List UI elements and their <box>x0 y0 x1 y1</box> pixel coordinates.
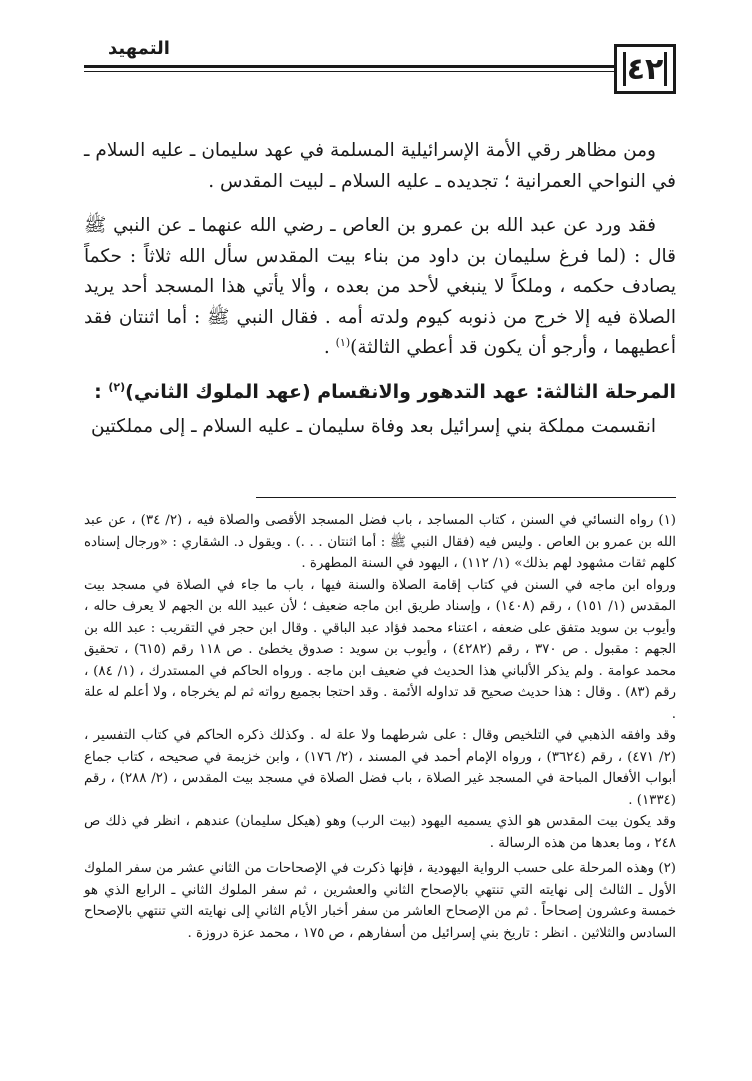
footnote-ref-2: (٢) <box>108 380 126 394</box>
footnote-ref-1: (١) <box>335 335 351 349</box>
hadith-text: فقد ورد عن عبد الله بن عمرو بن العاص ـ رضي الله عنهما ـ عن النبي ﷺ قال : (لما فرغ سليمان بن داود من بناء بيت المقدس سأل الله ثلاثاً : حكماً يصادف حكمه ، وملكاً لا ينبغي لأحد من بعده ، وألا يأتي هذا المسجد أحد يريد الصلاة فيه إلا خرج من ذنوبه كيوم ولدته أمه . فقال النبي ﷺ : أما اثنتان فقد أعطيهما ، وأرجو أن يكون قد أعطي الثالثة) <box>84 215 676 358</box>
footnote-1: (١) رواه النسائي في السنن ، كتاب المساجد ، باب فضل المسجد الأقصى والصلاة فيه ، (٢/ ٣٤) ، عن عبد الله بن عمرو بن العاص . وليس فيه (فقال النبي ﷺ : أما اثنتان . . .) . ويقول د. الشقاري : «ورجال إسناده كلهم ثقات مشهود لهم بذلك» (١/ ١١٢) ، اليهود في السنة المطهرة . <box>84 513 676 571</box>
body-paragraph: انقسمت مملكة بني إسرائيل بعد وفاة سليمان ـ عليه السلام ـ إلى مملكتين <box>90 415 656 437</box>
body-paragraph: ومن مظاهر رقي الأمة الإسرائيلية المسلمة في عهد سليمان ـ عليه السلام ـ في النواحي العمرانية ؛ تجديده ـ عليه السلام ـ لبيت المقدس . <box>84 140 676 192</box>
section-heading <box>84 376 676 408</box>
body-paragraph-hadith <box>84 211 676 364</box>
paragraph-end: . <box>323 337 336 358</box>
footnote-separator <box>256 497 676 498</box>
footnote-2: (٢) وهذه المرحلة على حسب الرواية اليهودية ، فإنها ذكرت في الإصحاحات من الثاني عشر من سفر الملوك الأول ـ الثالث إلى نهايته التي تنتهي بالإصحاح الثاني والعشرين ، ثم سفر الملوك الثاني ـ الرابع الذي هو خمسة وعشرون إصحاحاً . ثم من الإصحاح العاشر من سفر أخبار الأيام الثاني إلى نهايته التي تنتهي بالإصحاح السادس والثلاثين . انظر : تاريخ بني إسرائيل من أسفارهم ، ص ١٧٥ ، محمد عزة دروزة . <box>84 861 676 941</box>
header-rule <box>84 65 614 68</box>
section-heading-text: المرحلة الثالثة: عهد التدهور والانقسام (عهد الملوك الثاني) <box>125 380 676 403</box>
header-rule-thin <box>84 71 614 72</box>
page-number: ٤٢ <box>626 51 664 87</box>
footnote-1-continued: ورواه ابن ماجه في السنن في كتاب إقامة الصلاة والسنة فيها ، باب ما جاء في الصلاة في مسجد بيت المقدس (١/ ١٥١) ، رقم (١٤٠٨) ، وإسناد طريق ابن ماجه ضعيف ؛ لأن عبيد الله بن الجهم لا يعرف حاله ، وأيوب بن سويد متفق على ضعفه ، اعتناء محمد فؤاد عبد الباقي . وقال ابن حجر في التقريب : عبد الله بن الجهم : مقبول . ص ٣٧٠ ، رقم (٤٢٨٢) ، وأيوب بن سويد : صدوق يخطئ . ص ١١٨ رقم (٦١٥) ، تحقيق محمد عوامة . ولم يذكر الألباني هذا الحديث في ضعيف ابن ماجه . ورواه الحاكم في المستدرك ، (١/ ٨٤) ، رقم (٨٣) . وقال : هذا حديث صحيح قد تداوله الأئمة . وقد احتجا بجميع رواته ثم لم يخرجاه ، ولا أعلم له علة . <box>84 577 676 722</box>
running-title: التمهيد <box>108 38 170 59</box>
footnote-1-continued: وقد وافقه الذهبي في التلخيص وقال : على شرطهما ولا علة له . وكذلك ذكره الحاكم في كتاب التفسير ، (٢/ ٤٧١) ، رقم (٣٦٢٤) ، ورواه الإمام أحمد في المسند ، (٢/ ١٧٦) ، وابن خزيمة في صحيحه ، كتاب جماع أبواب الأفعال المباحة في المسجد غير الصلاة ، باب فضل الصلاة في مسجد بيت المقدس ، (٢/ ٢٨٨) ، رقم (١٣٣٤) . <box>84 728 677 808</box>
main-text <box>84 136 676 442</box>
footnote-1-continued: وقد يكون بيت المقدس هو الذي يسميه اليهود (بيت الرب) وهو (هيكل سليمان) عندهم ، انظر في ذلك ص ٢٤٨ ، وما بعدها من هذه الرسالة . <box>84 814 676 851</box>
footnotes <box>84 510 676 944</box>
page-number-box <box>614 44 676 94</box>
heading-end: : <box>94 380 109 403</box>
